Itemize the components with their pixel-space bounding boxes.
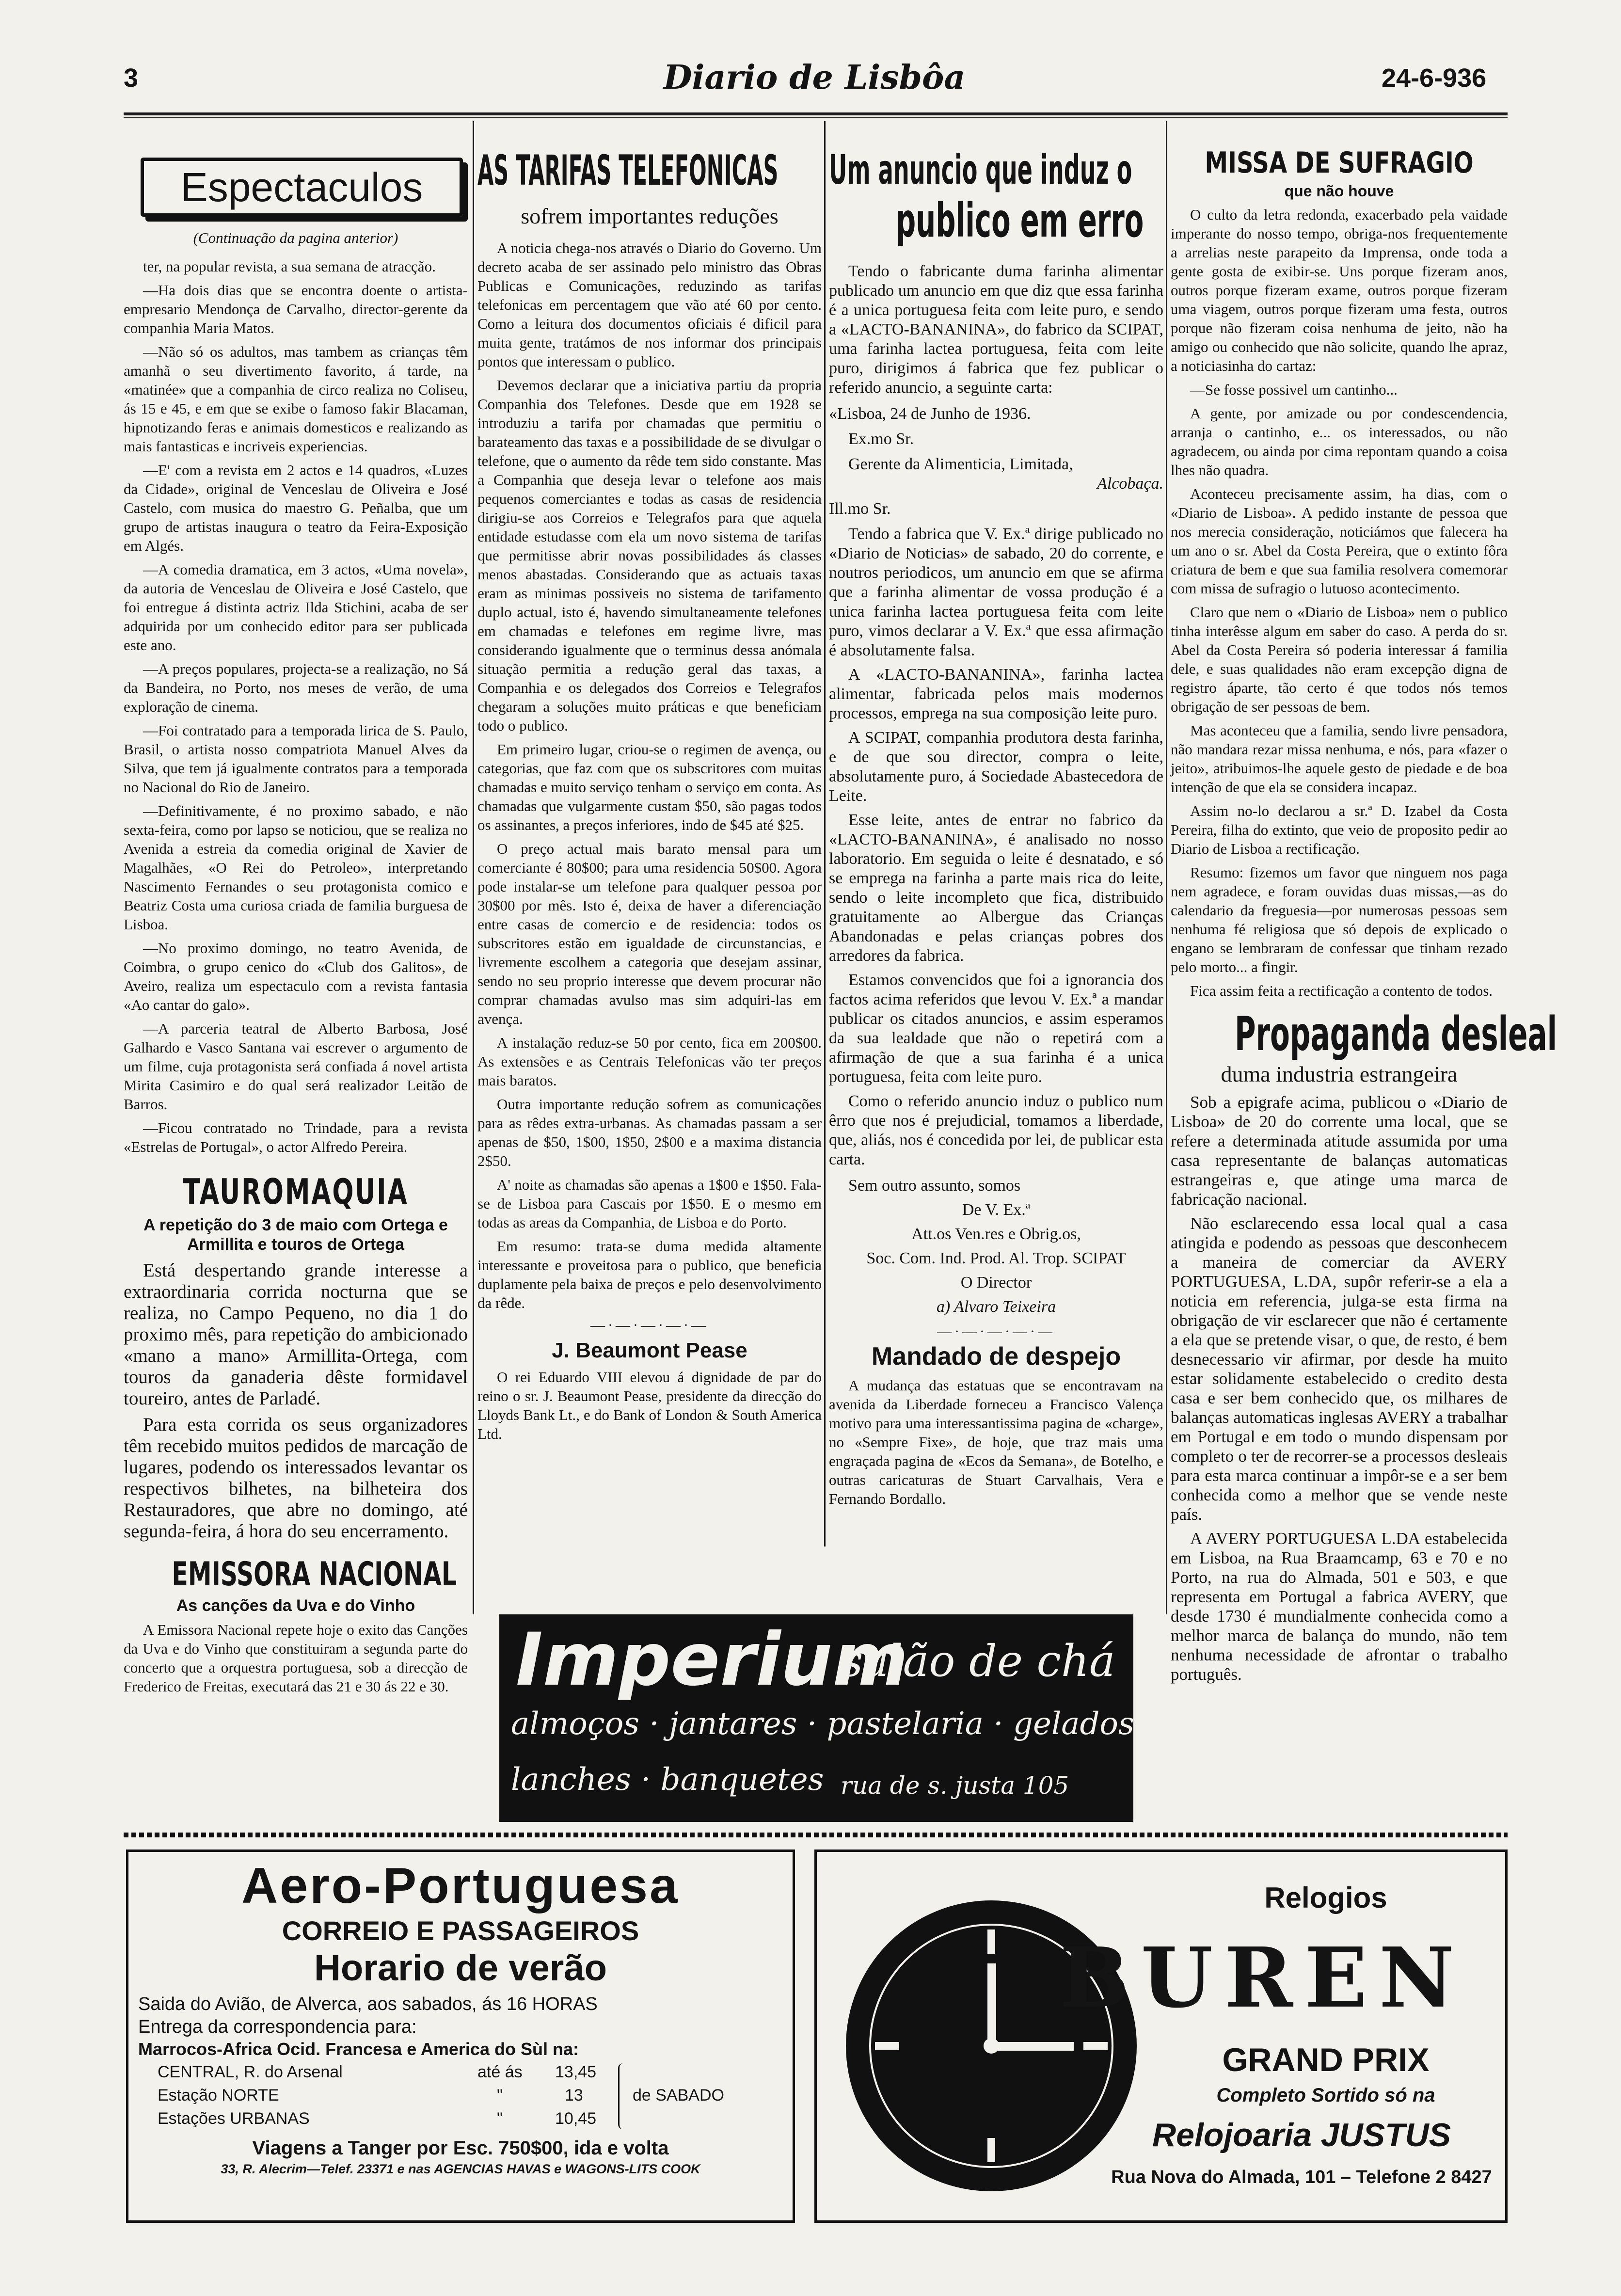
imperium-tagline: salão de chá — [841, 1636, 1115, 1687]
buren-prize: GRAND PRIX — [1222, 2041, 1430, 2078]
section-rule — [124, 1833, 1508, 1837]
masthead-rule — [124, 112, 1508, 115]
tarifas-subtitle: sofrem importantes reduções — [521, 204, 779, 228]
anuncio-title-line1: Um anuncio que induz o — [829, 146, 1132, 193]
aero-footer: 33, R. Alecrim—Telef. 23371 e nas AGENCIAS HAVAS e WAGONS-LITS COOK — [221, 2162, 700, 2176]
separator: —·—·—·—·— — [937, 1323, 1055, 1339]
aero-tanger: Viagens a Tanger por Esc. 750$00, ida e volta — [252, 2137, 669, 2159]
tauromaquia-subtitle: A repetição do 3 de maio com Ortega e Armillita e touros de Ortega — [143, 1216, 448, 1254]
anuncio-title-line2: publico em erro — [896, 193, 1144, 248]
emissora-title: EMISSORA NACIONAL — [172, 1555, 457, 1594]
aero-destinations: Marrocos-Africa Ocid. Francesa e America do Sùl na: — [138, 2039, 579, 2059]
buren-address: Rua Nova do Almada, 101 – Telefone 2 8427 — [1111, 2167, 1492, 2187]
imperium-brand: Imperium — [516, 1618, 908, 1702]
propaganda-body: Sob a epigrafe acima, publicou o «Diario de Lisboa» de 20 do corrente uma local, que se refere a determinada atitude assumida por uma casa representante de balanças automaticas estrangeiras e, que atinge uma marca de fabricação nacional. Não esclarecendo essa local qual a casa atingida e podendo as pessoas que desconhecem a maneira de comerciar da AVERY PORTUGUESA, L.DA, supôr referir-se a ela a noticia em referencia, julga-se esta firma na obrigação de vir esclarecer que não é certamente a ela que se pretende visar, o que, de resto, é bem desnecessario vir afirmar, por desde ha muito estar solidamente estabelecido o credito desta casa e ser bem conhecido que, os milhares de balanças automaticas inglesas AVERY a trabalhar em Portugal e em todo o mundo dispensam por completo o ter de recorrer-se a processos desleais para esta marca continuar a impôr-se e a ser bem conhecida como a melhor que se vende neste país. A AVERY PORTUGUESA L.DA estabelecida em Lisboa, na Rua Braamcamp, 63 e 70 e no Porto, na rua do Almada, 501 e 503, e que representa em Portugal a fabrica AVERY, que desde 1730 é mundialmente conhecida como a melhor marca de balança do mundo, não tem nenhuma necessidade de afrontar o trabalho português. — [1171, 1093, 1508, 1684]
masthead-title: Diario de Lisbôa — [663, 58, 966, 97]
timetable-day: de SABADO — [633, 2086, 724, 2105]
continuation-note: (Continuação da pagina anterior) — [193, 229, 398, 246]
imperium-address: rua de s. justa 105 — [841, 1771, 1069, 1800]
timetable-row: Estação NORTE — [158, 2086, 279, 2105]
emissora-subtitle: As canções da Uva e do Vinho — [176, 1596, 415, 1615]
espectaculos-logo: Espectaculos — [141, 158, 463, 217]
pease-title: J. Beaumont Pease — [552, 1339, 747, 1362]
tauromaquia-title: TAUROMAQUIA — [183, 1171, 409, 1212]
column-anuncio — [829, 145, 1163, 1551]
buren-header: Relogios — [1264, 1881, 1387, 1914]
masthead-date: 24-6-936 — [1382, 64, 1487, 93]
column-missa — [1171, 145, 1557, 1684]
missa-body: O culto da letra redonda, exacerbado pela vaidade imperante do nosso tempo, obriga-nos frequentemente a arrelias neste parapeito da Imprensa, onde toda a gente gosta de exibir-se. Uns porque fizeram anos, outros porque fizeram exame, outros porque fizeram uma viagem, outros porque fizeram uma festa, outros porque não fizeram coisa nenhuma de jeito, não ha amigo ou conhecido que não solicite, quando lhe apraz, a noticiasinha do cartaz: —Se fosse possivel um cantinho... A gente, por amizade ou por condescendencia, arranja o cantinho, e... os interessados, ou não agradecem, ou ainda por cima repontam quando a coisa lhes não quadra. Aconteceu precisamente assim, ha dias, com o «Diario de Lisboa». A pedido instante de pessoa que nos merecia consideração, noticiámos que falecera ha um ano o sr. Abel da Costa Pereira, que o extinto fôra criatura de bem e que sua familia resolvera comemorar com missa de sufragio o lutuoso acontecimento. Claro que nem o «Diario de Lisboa» nem o publico tinha interêsse algum em saber do caso. A perda do sr. Abel da Costa Pereira só poderia interessar á familia dele, e suas qualidades não eram excepção digna de registro áparte, tão certo é que todos nós temos obrigação de ser pessoas de bem. Mas aconteceu que a familia, sendo livre pensadora, não mandara rezar missa nenhuma, e nós, para «fazer o jeito», atribuimos-lhe aquele gesto de piedade e de boa intenção de que ela se considera incapaz. Assim no-lo declarou a sr.ª D. Izabel da Costa Pereira, filha do extinto, que veio de proposito pedir ao Diario de Lisboa a rectificação. Resumo: fizemos um favor que ninguem nos paga nem agradece, e foram ouvidas duas missas,—as do calendario da freguesia—por numerosas pessoas sem nenhuma fé religiosa que só depois de explicado o engano se lembraram de confessar que tinham rezado pelo morto... a fingir. Fica assim feita a rectificação a contento de todos. — [1171, 206, 1508, 999]
aero-timetable: CENTRAL, R. do Arsenal até ás 13,45 Estação NORTE " 13 Estações URBANAS " 10,45 de SABADO — [138, 2060, 783, 2133]
column-tarifas — [477, 145, 822, 1551]
buren-shop: Relojoaria JUSTUS — [1152, 2117, 1451, 2153]
aero-portuguesa-ad — [126, 1850, 795, 2223]
aero-subtitle: CORREIO E PASSAGEIROS — [282, 1915, 639, 1946]
aero-delivery: Entrega da correspondencia para: — [138, 2017, 417, 2037]
imperium-services: almoços · jantares · pastelaria · gelados — [511, 1706, 1134, 1742]
aero-departure: Saida do Avião, de Alverca, aos sabados, ás 16 HORAS — [138, 1994, 598, 2014]
column-rule — [473, 121, 474, 1614]
espectaculos-body: ter, na popular revista, a sua semana de atracção. —Ha dois dias que se encontra doente o artista-empresario Mendonça de Carvalho, director-gerente da companhia Maria Matos. —Não só os adultos, mas tambem as crianças têm amanhã o seu divertimento favorito, á tarde, na «matinée» que a companhia de circo realiza no Coliseu, ás 15 e 45, e em que se exibe o famoso fakir Blacaman, hipnotizando feras e animais domesticos e realizando as mais fantasticas e incriveis experiencias. —E' com a revista em 2 actos e 14 quadros, «Luzes da Cidade», original de Venceslau de Oliveira e José Castelo, com musica do maestro G. Peñalba, que um grupo de artistas inaugura o teatro da Feira-Exposição em Algés. —A comedia dramatica, em 3 actos, «Uma novela», da autoria de Venceslau de Oliveira e José Castelo, que foi entregue á distinta actriz Ilda Stichini, acaba de ser adquirida por um conhecido editor para ser publicada este ano. —A preços populares, projecta-se a realização, no Sá da Bandeira, no Porto, nos meses de verão, de uma exploração de cinema. —Foi contratado para a temporada lirica de S. Paulo, Brasil, o artista nosso compatriota Manuel Alves da Silva, que tem já igualmente contratos para a temporada no Nacional do Rio de Janeiro. —Definitivamente, é no proximo sabado, e não sexta-feira, como por lapso se noticiou, que se realiza no Avenida a estreia da comedia original de Xavier de Magalhães, «O Rei do Petroleo», interpretando Nascimento Fernandes o seu protagonista comico e Beatriz Costa uma curiosa criada de familia burguesa de Lisboa. —No proximo domingo, no teatro Avenida, de Coimbra, o grupo cenico do «Club dos Galitos», de Aveiro, realiza um espectaculo com a revista fantasia «Ao cantar do galo». —A parceria teatral de Alberto Barbosa, José Galhardo e Vasco Santana vai escrever o argumento de um filme, cuja protagonista será confiada á novel artista Mirita Casimiro e do qual será realizador Leitão de Barros. —Ficou contratado no Trindade, para a revista «Estrelas de Portugal», o actor Alfredo Pereira. — [124, 258, 468, 1155]
page-number: 3 — [124, 64, 139, 93]
imperium-ad — [499, 1614, 1133, 1822]
timetable-row: Estações URBANAS — [158, 2109, 310, 2128]
timetable-brace — [618, 2063, 629, 2129]
buren-stock: Completo Sortido só na — [1216, 2085, 1435, 2106]
tauromaquia-body: Está despertando grande interesse a extraordinaria corrida nocturna que se realiza, no Campo Pequeno, no dia 1 do proximo mês, para repetição do ambicionado «mano a mano» Armillita-Ortega, com touros da ganaderia dêste formidavel toureiro, antes de Parladé. Para esta corrida os seus organizadores têm recebido muitos pedidos de marcação de lugares, podendo os interessados levantar os respectivos bilhetes, na bilheteira dos Restauradores, que abre no domingo, até segunda-feira, á hora do seu encerramento. — [124, 1260, 468, 1542]
separator: —·—·—·—·— — [590, 1317, 709, 1333]
buren-ad — [814, 1850, 1508, 2223]
emissora-body: A Emissora Nacional repete hoje o exito das Canções da Uva e do Vinho que constituiram a segunda parte do concerto que a orquestra portuguesa, sob a direcção de Frederico de Freitas, executará das 21 e 30 ás 22 e 30. — [124, 1621, 468, 1695]
missa-subtitle: que não houve — [1284, 182, 1394, 200]
aero-title: Aero-Portuguesa — [241, 1858, 680, 1914]
column-espectaculos — [124, 124, 468, 1695]
timetable-row: CENTRAL, R. do Arsenal — [158, 2063, 343, 2081]
imperium-services-2: lanches · banquetes — [511, 1762, 824, 1798]
pease-body: O rei Eduardo VIII elevou á dignidade de par do reino o sr. J. Beaumont Pease, presidente da direcção do Lloyds Bank Lt., e do Bank of London & South America Ltd. — [477, 1369, 822, 1442]
column-rule — [824, 121, 826, 1547]
tarifas-title: AS TARIFAS TELEFONICAS — [477, 146, 779, 195]
buren-brand: BUREN — [1059, 1929, 1466, 2026]
despejo-title: Mandado de despejo — [871, 1342, 1121, 1371]
aero-schedule-title: Horario de verão — [314, 1947, 607, 1989]
propaganda-title: Propaganda desleal — [1235, 1007, 1557, 1061]
despejo-body: A mudança das estatuas que se encontravam na avenida da Liberdade forneceu a Francisco Valença motivo para uma interessantissima pagina de «charge», no «Sempre Fixe», de hoje, que traz mais uma engraçada pagina de «Ecos da Semana», de Botelho, e outras caricaturas de Stuart Carvalhais, Vera e Fernando Bordallo. — [829, 1377, 1163, 1507]
missa-title: MISSA DE SUFRAGIO — [1205, 146, 1474, 180]
column-rule — [1166, 121, 1167, 1614]
tarifas-body: A noticia chega-nos através o Diario do Governo. Um decreto acaba de ser assinado pelo ministro das Obras Publicas e Comunicações, reduzindo as tarifas telefonicas em percentagem que vão até 60 por cento. Como a leitura dos documentos oficiais é dificil para muita gente, tratámos de nos informar dos principais pontos que interessam o publico. Devemos declarar que a iniciativa partiu da propria Companhia dos Telefones. Desde que em 1928 se introduziu a tarifa por chamadas que permitiu o barateamento das taxas e a possibilidade de se divulgar o telefone, que o aumento da rêde tem sido constante. Mas a Companhia que deseja levar o telefone aos mais pequenos comerciantes e todas as casas de residencia dirigiu-se aos Correios e Telegrafos para que aquela entidade estudasse com ela um novo sistema de tarifas que permitisse abrir novas possibilidades ás classes menos abastadas. Considerando que as actuais taxas eram as minimas possiveis no sistema de tarifamento duplo actual, isto é, havendo simultaneamente telefones em chamadas e telefones em regime livre, mas considerando igualmente que o terminus dessa anómala situação permitia a redução geral das taxas, a Companhia e os delegados dos Correios e Telegrafos chegaram a soluções muito práticas e que beneficiam todo o publico. Em primeiro lugar, criou-se o regimen de avença, ou categorias, que faz com que os subscritores com muitas chamadas e muito serviço tenham o serviço em conta. As chamadas que vulgarmente custam $50, são pagas todos os assinantes, a preços inferiores, indo de $45 até $25. O preço actual mais barato mensal para um comerciante é 80$00; para uma residencia 50$00. Agora pode instalar-se um telefone para qualquer pessoa por 30$00 por mês. Isto é, deixa de haver a diferenciação entre casas de comercio e de residencia: todos os subscritores estão em igualdade de circunstancias, e livremente escolhem a categoria que desejam assinar, sendo no seu proprio interesse que devem procurar não comprar chamadas avulso mas sim adquiri-las em avença. A instalação reduz-se 50 por cento, fica em 200$00. As extensões e as Centrais Telefonicas vão ter preços mais baratos. Outra importante redução sofrem as comunicações para as rêdes extra-urbanas. As chamadas passam a ser apenas de $50, 1$00, 1$50, 2$00 e a maxima distancia 2$50. A' noite as chamadas são apenas a 1$00 e 1$50. Fala-se de Lisboa para Cascais por 1$50. E o mesmo em todas as areas da Companhia, de Lisboa e do Porto. Em resumo: trata-se duma medida altamente interessante e proveitosa para o publico, que beneficia duplamente pela baixa de preços e pelo desenvolvimento da rêde. — [477, 239, 822, 1311]
propaganda-subtitle: duma industria estrangeira — [1221, 1062, 1458, 1086]
anuncio-body: Tendo o fabricante duma farinha alimentar publicado um anuncio em que diz que essa farinha é a unica portuguesa feita com leite puro, e sendo a «LACTO-BANANINA», do fabrico da SCIPAT, uma farinha lactea portuguesa, feita com leite puro, dirigimos á fabrica que fez publicar o referido anuncio, a seguinte carta: «Lisboa, 24 de Junho de 1936. Ex.mo Sr. Gerente da Alimenticia, Limitada, Alcobaça. Ill.mo Sr. Tendo a fabrica que V. Ex.ª dirige publicado no «Diario de Noticias» de sabado, 20 do corrente, e noutros periodicos, um anuncio em que se afirma que a farinha alimentar de vossa produção é a unica farinha lactea portuguesa feita com leite puro, vimos declarar a V. Ex.ª que essa afirmação é absolutamente falsa. A «LACTO-BANANINA», farinha lactea alimentar, fabricada pelos mais modernos processos, emprega na sua composição leite puro. A SCIPAT, companhia produtora desta farinha, e de que sou director, compra o leite, absolutamente puro, á Sociedade Abastecedora de Leite. Esse leite, antes de entrar no fabrico da «LACTO-BANANINA», é analisado no nosso laboratorio. Em seguida o leite é desnatado, e só se emprega na farinha a parte mais rica do leite, sendo o leite incompleto que fica, distribuido gratuitamente ao Albergue das Crianças Abandonadas e pelas crianças pobres dos arredores da fabrica. Estamos convencidos que foi a ignorancia dos factos acima referidos que levou V. Ex.ª a mandar publicar os citados anuncios, e assim esperamos da sua lealdade que não o repetirá com a afirmação de que a sua farinha é a unica portuguesa, feita com leite puro. Como o referido anuncio induz o publico num êrro que nos é prejudicial, tomamos a liberdade, que, aliás, nos é concedida por lei, de publicar esta carta. Sem outro assunto, somos De V. Ex.ª Att.os Ven.res e Obrig.os, Soc. Com. Ind. Prod. Al. Trop. SCIPAT O Director a) Alvaro Teixeira — [829, 262, 1163, 1316]
